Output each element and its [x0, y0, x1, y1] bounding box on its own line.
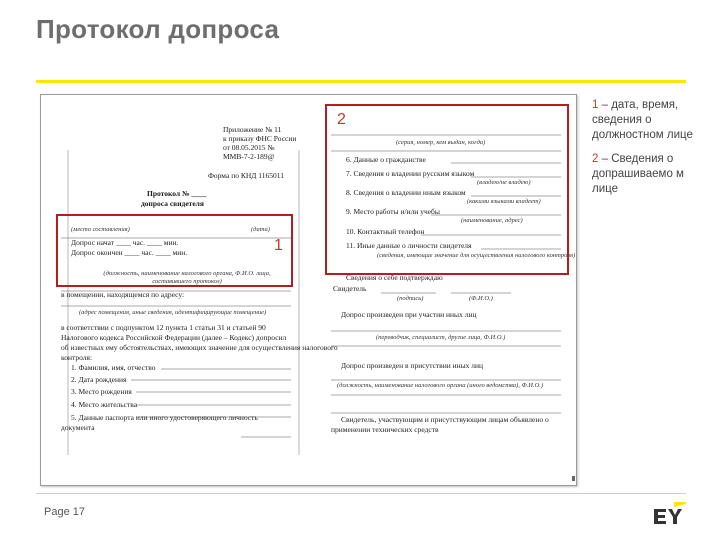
- law-text-line: об известных ему обстоятельствах, имеющих значение для осуществления налогового: [61, 343, 338, 352]
- footer-divider: [36, 493, 686, 494]
- confirmation: Сведения о себе подтверждаю: [346, 273, 443, 282]
- ey-logo: [652, 502, 686, 526]
- official-caption: (должность, наименование налогового органа, Ф.И.О. лица, составившего протокол): [103, 270, 271, 285]
- witness-field: 5. Данные паспорта или иного удостоверяющего личность: [71, 413, 258, 422]
- law-text-line: контроля:: [61, 353, 93, 362]
- law-text-line: в соответствии с подпунктом 12 пункта 1 статьи 31 и статьей 90: [61, 323, 266, 332]
- appendix-line: к приказу ФНС России: [223, 134, 297, 143]
- work-caption: (наименование, адрес): [461, 217, 523, 224]
- appendix-line: ММВ-7-2-189@: [223, 152, 275, 161]
- interpreter-text: Допрос произведен при участии иных лиц: [341, 310, 477, 319]
- tech-text-line: Свидетель, участвующим и присутствующим лицам объявлено о: [341, 415, 549, 424]
- other-data-caption: (сведения, имеющие значение для осуществления налогового контроля): [377, 252, 576, 259]
- witness-field: 9. Место работы и/или учебы: [346, 207, 440, 216]
- address-intro: в помещении, находящемся по адресу:: [61, 290, 185, 299]
- witness-field: 10. Контактный телефон: [346, 227, 425, 236]
- presence-caption: (должность, наименование налогового органа (иного ведомства), Ф.И.О.): [337, 382, 544, 389]
- note-text: – дата, время, сведения о должностном лице: [592, 99, 693, 141]
- form-code: Форма по КНД 1165011: [208, 171, 284, 180]
- title-underline: [36, 80, 686, 83]
- protocol-number: Протокол № ____: [147, 189, 207, 198]
- tech-text-line: применении технических средств: [331, 425, 439, 434]
- date-caption: (дата): [251, 226, 270, 233]
- witness-field: 3. Место рождения: [71, 387, 132, 396]
- protocol-heading: допроса свидетеля: [141, 199, 204, 208]
- language-caption: (какими языками владеет): [467, 198, 541, 205]
- start-time: Допрос начат ____ час. ____ мин.: [71, 238, 179, 247]
- protocol-document-image: [40, 94, 577, 486]
- note-number: 1: [592, 99, 599, 111]
- witness-field: 1. Фамилия, имя, отчество: [71, 363, 156, 372]
- note-text: – Сведения о допрашиваемо м лице: [592, 153, 684, 195]
- signature-caption: (подпись): [397, 295, 424, 302]
- note-2: [592, 152, 704, 197]
- witness-field: 7. Сведения о владении русским языком: [346, 169, 475, 178]
- presence-text: Допрос произведен в присутствии иных лиц: [341, 361, 484, 370]
- appendix-line: Приложение № 11: [223, 125, 282, 134]
- law-text-line: Налогового кодекса Российской Федерации (далее – Кодекс) допросил: [61, 333, 287, 342]
- highlight-box-witness-info: [325, 104, 569, 275]
- witness-field: 8. Сведения о владении иным языком: [346, 188, 466, 197]
- highlight-box-official-info: [56, 214, 293, 287]
- highlight-number-2: 2: [337, 111, 346, 128]
- address-caption: (адрес помещения, иные сведения, идентифицирующие помещение): [79, 309, 267, 316]
- place-caption: (место составления): [71, 226, 130, 233]
- slide-title: Протокол допроса: [36, 14, 280, 44]
- passport-caption: (серия, номер, кем выдан, когда): [396, 139, 486, 146]
- witness-field: 11. Иные данные о личности свидетеля: [346, 241, 472, 250]
- witness-field: 2. Дата рождения: [71, 375, 127, 384]
- witness-field: 4. Место жительства: [71, 400, 138, 409]
- annotation-notes: [592, 98, 704, 206]
- end-time: Допрос окончен ____ час. ____ мин.: [71, 248, 188, 257]
- highlight-number-1: 1: [274, 237, 283, 254]
- page-number: Page 17: [44, 506, 85, 518]
- witness-label: Свидетель: [333, 284, 367, 293]
- witness-field: документа: [61, 423, 95, 432]
- appendix-line: от 08.05.2015 №: [223, 143, 275, 152]
- russian-caption: (владею/не владею): [477, 179, 531, 186]
- witness-field: 6. Данные о гражданстве: [346, 155, 426, 164]
- note-1: [592, 98, 704, 143]
- fio-caption: (Ф.И.О.): [469, 295, 493, 302]
- note-number: 2: [592, 153, 599, 165]
- interpreter-caption: (переводчик, специалист, другие лица, Ф.И.О.): [376, 334, 506, 341]
